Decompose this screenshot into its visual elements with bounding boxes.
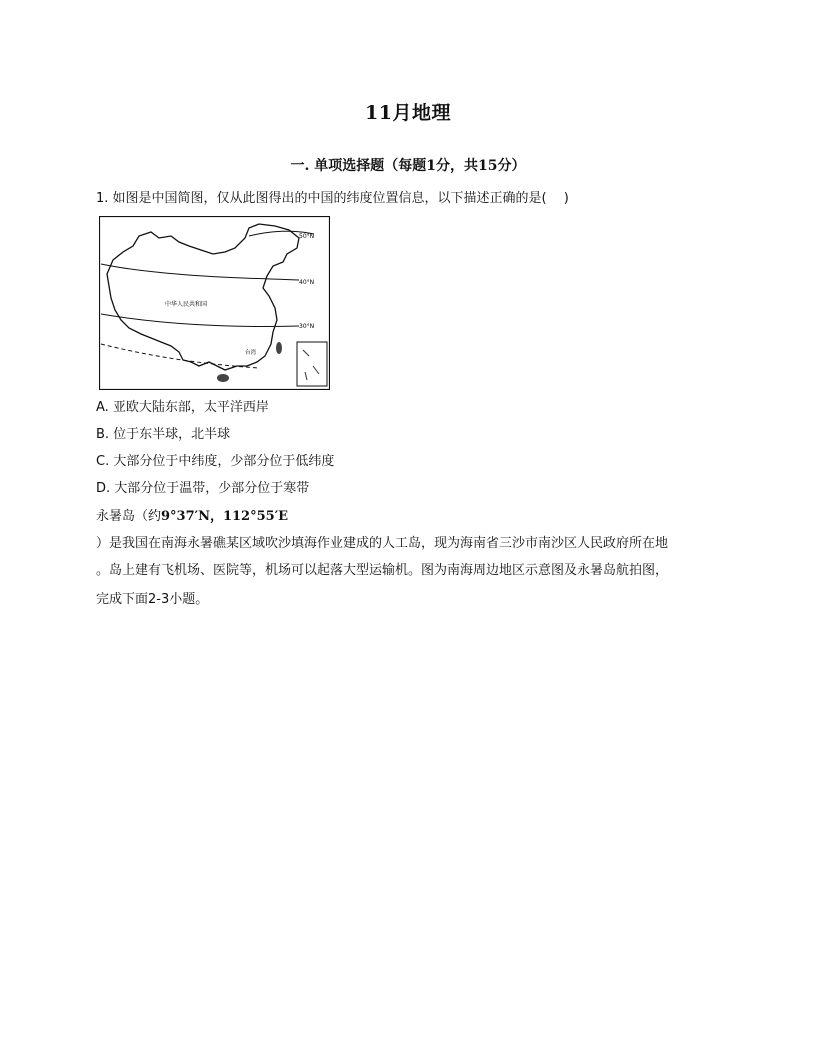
passage-island-name: 永暑岛（约 — [96, 509, 162, 524]
option-a: A. 亚欧大陆东部，太平洋西岸 — [96, 400, 269, 415]
section-heading: 一. 单项选择题（每题1分，共15分） — [290, 158, 526, 174]
taiwan-island — [276, 342, 282, 354]
map-frame — [100, 217, 330, 390]
option-c: C. 大部分位于中纬度，少部分位于低纬度 — [96, 454, 335, 469]
page-title: 11月地理 — [365, 102, 451, 124]
hainan-island — [217, 374, 229, 382]
country-label: 中华人民共和国 — [165, 301, 208, 308]
passage-coordinates: 9°37′N，112°55′E — [161, 509, 289, 524]
china-map — [99, 216, 330, 390]
taiwan-label: 台湾 — [245, 350, 257, 356]
passage-line-3: 。岛上建有飞机场、医院等，机场可以起落大型运输机。图为南海周边地区示意图及永暑岛航拍图， — [96, 563, 669, 578]
question-1-stem: 1. 如图是中国简图，仅从此图得出的中国的纬度位置信息，以下描述正确的是( ) — [96, 191, 569, 206]
option-b: B. 位于东半球，北半球 — [96, 427, 231, 442]
passage-line-2: ）是我国在南海永暑礁某区域吹沙填海作业建成的人工岛，现为海南省三沙市南沙区人民政府所在地 — [96, 536, 669, 551]
lat-label-30: 30°N — [299, 323, 315, 330]
lat-label-50: 50°N — [299, 233, 315, 240]
option-d: D. 大部分位于温带，少部分位于寒带 — [96, 481, 310, 496]
passage-line-1 — [96, 508, 288, 526]
passage-line-4: 完成下面2-3小题。 — [96, 592, 209, 607]
lat-label-40: 40°N — [299, 279, 315, 286]
